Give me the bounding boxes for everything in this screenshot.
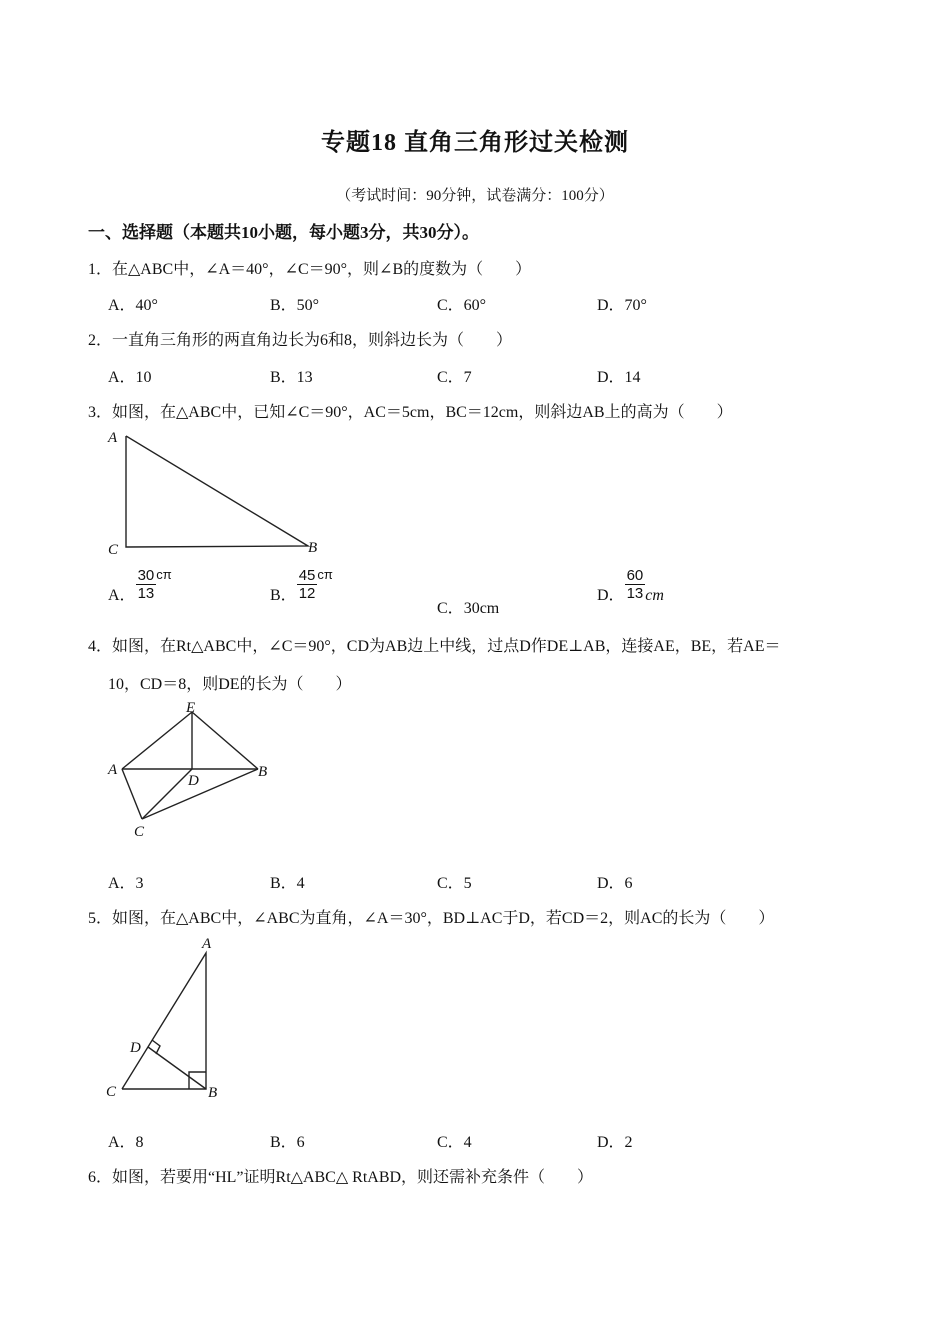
q4-option-b[interactable]: B．4 <box>270 875 305 892</box>
q5-label-b: B <box>208 1085 218 1101</box>
q5-label-a: A <box>202 936 212 952</box>
question-4-text-line1: 4．如图，在Rt△ABC中，∠C＝90°，CD为AB边上中线，过点D作DE⊥AB，连接AE，BE，若AE＝ <box>88 638 781 655</box>
fraction: $\frac{30}{13}$ <box>137 567 155 602</box>
q3-label-a: A <box>108 430 118 446</box>
q2-option-d[interactable]: D．14 <box>597 369 641 386</box>
fraction: $\frac{60}{13}$ <box>626 567 644 602</box>
q4-label-b: B <box>258 764 268 780</box>
q3-option-d[interactable]: D． $\frac{60}{13}$ cm <box>597 567 664 604</box>
question-6-text: 6．如图，若要用“HL”证明Rt△ABC△ RtABD，则还需补充条件（ ） <box>88 1169 594 1186</box>
q4-option-a[interactable]: A．3 <box>108 875 144 892</box>
q4-figure <box>100 696 290 846</box>
question-2-text: 2．一直角三角形的两直角边长为6和8，则斜边长为（ ） <box>88 332 513 349</box>
q5-option-b[interactable]: B．6 <box>270 1134 305 1151</box>
q2-option-c[interactable]: C．7 <box>437 369 472 386</box>
q4-label-c: C <box>134 824 145 840</box>
q3-option-c[interactable]: C．30cm <box>437 600 500 617</box>
q5-figure <box>100 930 240 1110</box>
question-1-text: 1．在△ABC中，∠A＝40°，∠C＝90°，则∠B的度数为（ ） <box>88 261 532 278</box>
q1-option-d[interactable]: D．70° <box>597 297 647 314</box>
q5-option-c[interactable]: C．4 <box>437 1134 472 1151</box>
q4-option-d[interactable]: D．6 <box>597 875 633 892</box>
q5-option-d[interactable]: D．2 <box>597 1134 633 1151</box>
q4-label-e: E <box>186 700 196 716</box>
exam-info: （考试时间：90分钟，试卷满分：100分） <box>336 188 614 204</box>
q3-option-b[interactable]: B． $\frac{45}{12}$ $^{c\pi}$ <box>270 567 333 604</box>
q4-label-d: D <box>188 773 199 789</box>
fraction: $\frac{45}{12}$ <box>298 567 316 602</box>
q5-label-d: D <box>130 1040 141 1056</box>
q3-triangle-figure <box>100 424 340 564</box>
q3-label-c: C <box>108 542 119 558</box>
q3-label-b: B <box>308 540 318 556</box>
q3-triangle <box>126 436 308 547</box>
q1-option-a[interactable]: A．40° <box>108 297 158 314</box>
q2-option-b[interactable]: B．13 <box>270 369 313 386</box>
q3-option-a[interactable]: A． $\frac{30}{13}$ $^{c\pi}$ <box>108 567 172 604</box>
q5-label-c: C <box>106 1084 117 1100</box>
question-4-text-line2: 10，CD＝8，则DE的长为（ ） <box>108 676 352 693</box>
q5-option-a[interactable]: A．8 <box>108 1134 144 1151</box>
question-3-text: 3．如图，在△ABC中，已知∠C＝90°，AC＝5cm，BC＝12cm，则斜边AB上的高为（ ） <box>88 404 733 421</box>
section-heading: 一、选择题（本题共10小题，每小题3分，共30分）。 <box>88 223 479 242</box>
q4-option-c[interactable]: C．5 <box>437 875 472 892</box>
q1-option-b[interactable]: B．50° <box>270 297 320 314</box>
q4-label-a: A <box>108 762 118 778</box>
page-title: 专题18 直角三角形过关检测 <box>321 130 629 156</box>
q1-option-c[interactable]: C．60° <box>437 297 487 314</box>
q2-option-a[interactable]: A．10 <box>108 369 152 386</box>
question-5-text: 5．如图，在△ABC中，∠ABC为直角，∠A＝30°，BD⊥AC于D，若CD＝2，则AC的长为（ ） <box>88 910 775 927</box>
